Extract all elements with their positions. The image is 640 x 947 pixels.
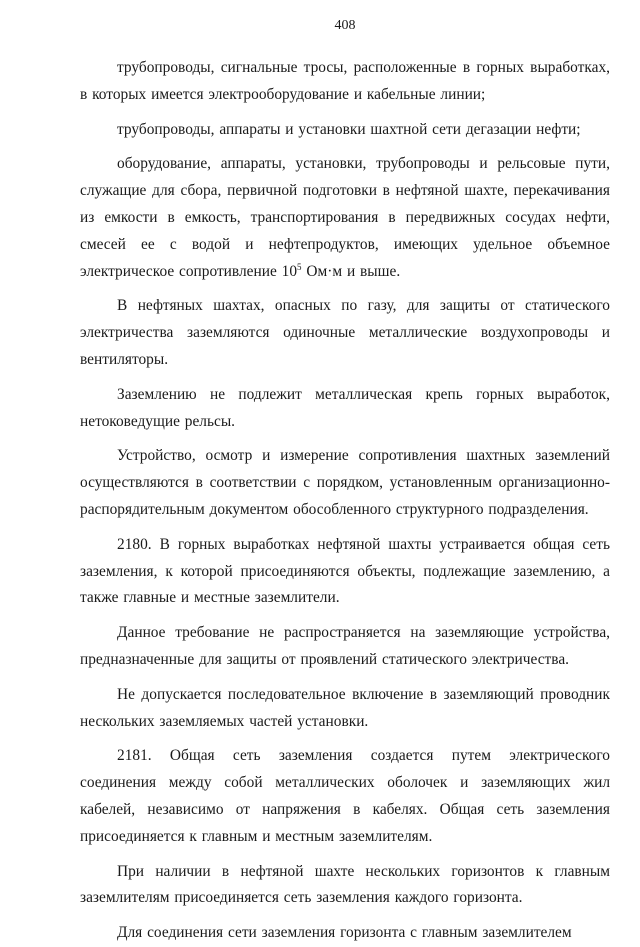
paragraph-3 [80, 151, 610, 285]
paragraph-5: Заземлению не подлежит металлическая крепь горных выработок, нетоковедущие рельсы. [80, 385, 610, 430]
paragraph-12: Для соединения сети заземления горизонта с главным заземлителем [117, 924, 572, 942]
page-number: 408 [334, 18, 356, 33]
paragraph-1: трубопроводы, сигнальные тросы, расположенные в горных выработках, в которых имеется электрооборудование и кабельные линии; [80, 59, 610, 103]
paragraph-3-text: оборудование, аппараты, установки, трубопроводы и рельсовые пути, служащие для сбора, первичной подготовки в нефтяной шахте, перекачивания из емкости в емкость, транспортирования в передвижных сосудах нефти, смесей ее с водой и нефтепродуктов, имеющих удельное объемное электрическое сопротивление 10 [80, 155, 610, 280]
paragraph-2: трубопроводы, аппараты и установки шахтной сети дегазации нефти; [117, 120, 581, 138]
exponent: 5 [297, 261, 302, 272]
paragraph-3-unit: Ом·м и выше. [301, 262, 401, 280]
paragraph-10: 2181. Общая сеть заземления создается путем электрического соединения между собой металлических оболочек и заземляющих жил кабелей, независимо от напряжения в кабелях. Общая сеть заземления присоединяется к главным и местным заземлителям. [80, 747, 610, 845]
paragraph-7: 2180. В горных выработках нефтяной шахты устраивается общая сеть заземления, к которой присоединяются объекты, подлежащие заземлению, а также главные и местные заземлители. [80, 535, 610, 607]
paragraph-4: В нефтяных шахтах, опасных по газу, для защиты от статического электричества заземляются одиночные металлические воздухопроводы и вентиляторы. [80, 297, 610, 368]
paragraph-6: Устройство, осмотр и измерение сопротивления шахтных заземлений осуществляются в соответствии с порядком, установленным организационно-распорядительным документом обособленного структурного подразделения. [80, 447, 610, 518]
body-text [80, 55, 610, 947]
paragraph-11: При наличии в нефтяной шахте нескольких горизонтов к главным заземлителям присоединяется сеть заземления каждого горизонта. [80, 862, 610, 907]
paragraph-8: Данное требование не распространяется на заземляющие устройства, предназначенные для защиты от проявлений статического электричества. [80, 624, 610, 668]
paragraph-9: Не допускается последовательное включение в заземляющий проводник нескольких заземляемых частей установки. [80, 685, 610, 730]
